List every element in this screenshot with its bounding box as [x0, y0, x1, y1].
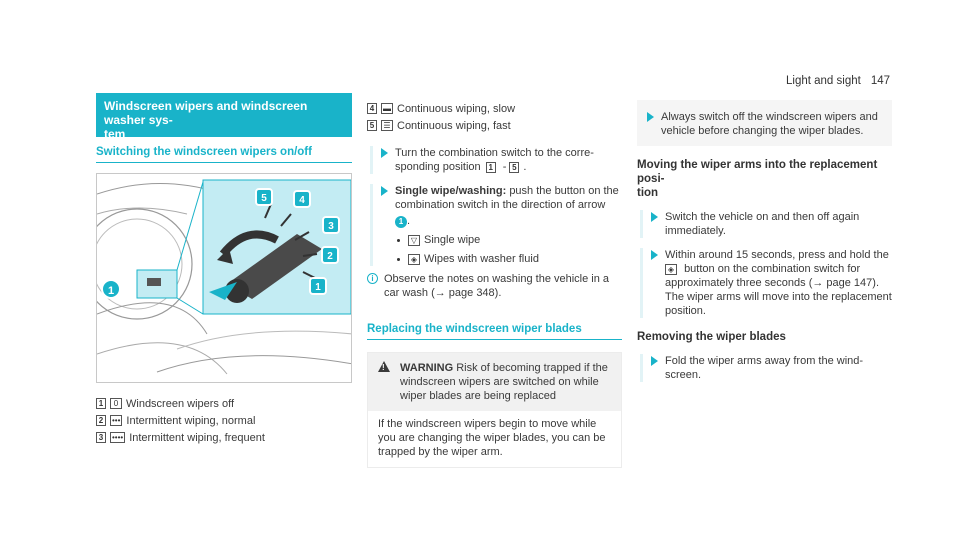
callout-4: 4 — [293, 190, 311, 208]
step-arrow-icon — [381, 148, 388, 158]
instruction-step — [651, 248, 892, 318]
step-arrow-icon — [647, 112, 654, 122]
step-bold-label: Single wipe/washing: — [395, 185, 507, 197]
callout-badge: 1 — [395, 216, 407, 228]
step-text: Turn the combination switch to the corre- sponding position — [395, 147, 594, 173]
key-badge: 5 — [509, 162, 519, 173]
key-badge: 1 — [96, 398, 106, 409]
key-badge: 5 — [367, 120, 377, 131]
step-block — [370, 146, 622, 174]
subheading-switching: Switching the windscreen wipers on/off — [96, 145, 352, 163]
callout-1-stalk: 1 — [309, 277, 327, 295]
continuous-fast-symbol-icon: ☰ — [381, 120, 393, 131]
step-block — [370, 184, 622, 266]
chapter-title: Light and sight — [786, 75, 861, 87]
bullet-dot — [397, 239, 400, 242]
section-banner: Windscreen wipers and windscreen washer sys- tem — [96, 93, 352, 137]
wiper-off-symbol-icon: 0 — [110, 398, 122, 409]
instruction-step: Single wipe/washing: push the button on the combination switch in the direction of arrow 1 . — [381, 184, 622, 228]
column-2 — [367, 100, 622, 468]
legend-text: Intermittent wiping, frequent — [129, 431, 265, 444]
legend-item — [96, 395, 352, 412]
instruction-step: Turn the combination switch to the corre- sponding position 1 - 5 . — [381, 146, 622, 174]
warning-label: WARNING — [400, 362, 454, 374]
warning-header — [368, 353, 621, 411]
step-text: Fold the wiper arms away from the wind- screen. — [665, 355, 864, 381]
step-text: Always switch off the windscreen wipers and vehicle before changing the wiper blades. — [661, 111, 878, 137]
step-block — [640, 248, 892, 318]
item-text: Single wipe — [424, 234, 481, 246]
subheading-moving: Moving the wiper arms into the replacement posi- tion — [637, 159, 878, 199]
legend-text: Windscreen wipers off — [126, 397, 235, 410]
legend-text: Continuous wiping, slow — [397, 102, 516, 115]
callout-2: 2 — [321, 246, 339, 264]
intermittent-normal-symbol-icon: ••• — [112, 416, 121, 425]
step-arrow-icon — [651, 212, 658, 222]
step-text: push the button on the combination switch in the direction of arrow — [395, 185, 619, 211]
key-badge: 4 — [367, 103, 377, 114]
range-separator: - — [502, 161, 507, 173]
key-badge: 3 — [96, 432, 106, 443]
page-number: 147 — [870, 75, 890, 87]
warning-body: If the windscreen wipers begin to move while you are changing the wiper blades, you can be trapped by the wiper arm. — [378, 418, 606, 458]
key-badge: 1 — [486, 162, 496, 173]
subheading-replacing: Replacing the windscreen wiper blades — [367, 322, 622, 340]
legend-list — [96, 395, 352, 446]
warning-text: Risk of becoming trapped if the windscreen wipers are switched on while wiper blades are being replaced — [400, 362, 608, 402]
list-item — [381, 233, 622, 247]
list-item — [381, 252, 622, 266]
wiper-switch-illustration — [96, 173, 352, 383]
page-header — [786, 74, 926, 88]
legend-item — [367, 100, 622, 117]
step-arrow-icon — [381, 186, 388, 196]
bullet-dot — [397, 258, 400, 261]
callout-3: 3 — [322, 216, 340, 234]
legend-item — [96, 429, 352, 446]
column-3 — [637, 100, 892, 382]
step-arrow-icon — [651, 250, 658, 260]
step-block — [640, 354, 892, 382]
instruction-step — [647, 110, 882, 138]
washer-fluid-icon: ◈ — [408, 254, 420, 265]
single-wipe-icon: ▽ — [408, 235, 420, 246]
note-block — [367, 272, 622, 300]
step-block — [640, 210, 892, 238]
washer-fluid-icon: ◈ — [665, 264, 677, 275]
note-text[interactable]: Observe the notes on washing the vehicle in a car wash (→ page 348). — [384, 273, 610, 299]
callout-1-main: 1 — [101, 279, 121, 299]
subheading-removing: Removing the wiper blades — [637, 331, 786, 343]
legend-text: Continuous wiping, fast — [397, 119, 511, 132]
column-1 — [96, 93, 352, 446]
step-text: Within around 15 seconds, press and hold the — [665, 249, 889, 261]
item-text: Wipes with washer fluid — [424, 253, 539, 265]
warning-triangle-icon — [378, 361, 390, 372]
intermittent-frequent-symbol-icon: •••• — [112, 433, 124, 442]
step-text: button on the combination switch for approximately three seconds (→ page 147). The wiper arms will move into the replacement position. — [665, 263, 892, 317]
instruction-step — [651, 210, 892, 238]
step-arrow-icon — [651, 356, 658, 366]
key-badge: 2 — [96, 415, 106, 426]
legend-item — [367, 117, 622, 134]
warning-box — [367, 352, 622, 468]
callout-5: 5 — [255, 188, 273, 206]
legend-item — [96, 412, 352, 429]
instruction-step — [651, 354, 892, 382]
continuous-slow-symbol-icon: ▬ — [383, 104, 391, 113]
legend-text: Intermittent wiping, normal — [126, 414, 256, 427]
info-icon: i — [367, 273, 378, 284]
step-text: Switch the vehicle on and then off again immediately. — [665, 211, 860, 237]
shaded-step-box — [637, 100, 892, 146]
